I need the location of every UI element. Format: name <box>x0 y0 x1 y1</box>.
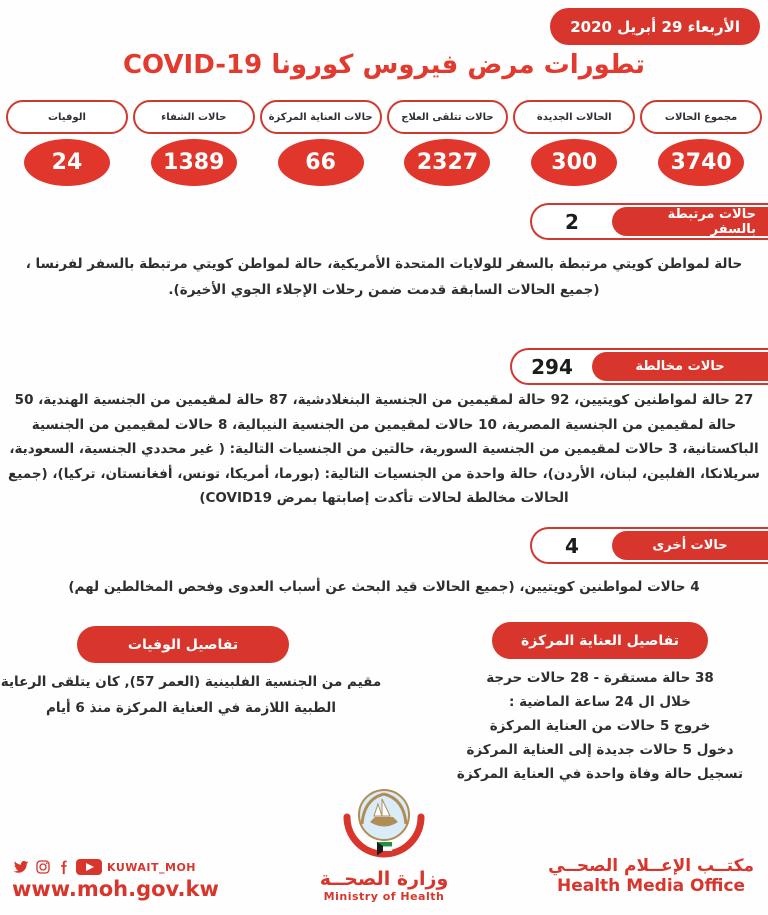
ministry-name-english: Ministry of Health <box>323 890 445 903</box>
icu-line: خروج 5 حالات من العناية المركزة <box>489 718 711 735</box>
ministry-logo <box>274 786 494 903</box>
stat-label: حالات الشفاء <box>133 100 255 134</box>
stat-deaths <box>6 100 128 186</box>
instagram-icon[interactable] <box>35 859 51 875</box>
stats-row <box>6 100 762 186</box>
office-name-arabic: مكتــب الإعــلام الصحــي <box>548 856 754 876</box>
section-count: 294 <box>531 354 573 379</box>
section-count: 4 <box>565 533 579 558</box>
social-row <box>12 858 219 876</box>
stat-recovered <box>133 100 255 186</box>
section-label: حالات مخالطة <box>592 352 768 381</box>
stat-label: مجموع الحالات <box>640 100 762 134</box>
stat-icu-cases <box>260 100 382 186</box>
stat-value: 1389 <box>151 139 237 186</box>
section-label: حالات أخرى <box>612 531 768 560</box>
kuwait-flag-icon <box>377 842 392 856</box>
stat-new-cases <box>513 100 635 186</box>
section-header-travel-cases <box>530 203 768 240</box>
stat-label: حالات تتلقى العلاج <box>387 100 509 134</box>
icu-line: دخول 5 حالات جديدة إلى العناية المركزة <box>466 742 734 759</box>
health-media-office-block <box>548 856 754 896</box>
icu-detail-title: تفاصيل العناية المركزة <box>492 622 708 659</box>
section-count: 2 <box>565 209 579 234</box>
office-name-english: Health Media Office <box>557 876 746 896</box>
section-header-contact-cases <box>510 348 768 385</box>
stat-label: الحالات الجديدة <box>513 100 635 134</box>
stat-receiving-treatment <box>387 100 509 186</box>
youtube-icon[interactable] <box>76 858 102 876</box>
stat-value: 24 <box>24 139 110 186</box>
website-link[interactable]: www.moh.gov.kw <box>12 877 219 901</box>
stat-value: 66 <box>278 139 364 186</box>
twitter-icon[interactable] <box>12 858 30 876</box>
date-badge: الأربعاء 29 أبريل 2020 <box>550 8 760 45</box>
stat-label: حالات العناية المركزة <box>260 100 382 134</box>
footer-social-block <box>12 858 219 901</box>
travel-cases-text: حالة لمواطن كويتي مرتبطة بالسفر للولايات المتحدة الأمريكية، حالة لمواطن كويتي مرتبطة بالسفر لفرنسا ، (جميع الحالات السابقة قدمت ضمن رحلات الإجلاء الجوي الأخيرة). <box>25 256 743 298</box>
deaths-detail-title: تفاصيل الوفيات <box>77 626 289 663</box>
other-cases-text: 4 حالات لمواطنين كويتيين، (جميع الحالات قيد البحث عن أسباب العدوى وفحص المخالطين لهم) <box>68 579 700 595</box>
section-header-other-cases <box>530 527 768 564</box>
deaths-detail-text: مقيم من الجنسية الفلبينية (العمر 57), كان يتلقى الرعاية الطبية اللازمة في العناية المركزة منذ 6 أيام <box>0 674 382 716</box>
icu-line: 38 حالة مستقرة - 28 حالات حرجة <box>486 670 714 686</box>
contact-cases-text: 27 حالة لمواطنين كويتيين، 92 حالة لمقيمين من الجنسية البنغلادشية، 87 حالة لمقيمين من الجنسية الهندية، 50 حالة لمقيمين من الجنسية المصرية، 10 حالات لمقيمين من الجنسية النيبالية، 8 حالات لمقيمين من الجنسية الباكستانية، 3 حالات لمقيمين من الجنسية السورية، حالتين من الجنسيات التالية: ( غير محددي الجنسية، السعودية، سريلانكا، الفلبين، لبنان، الأردن)، حالة واحدة من الجنسيات التالية: (بورما، أمريكا، تونس، أفغانستان، تركيا)، (جميع الحالات مخالطة لحالات تأكدت إصابتها بمرض COVID19) <box>8 392 760 507</box>
stat-value: 2327 <box>404 139 490 186</box>
icu-line: خلال ال 24 ساعة الماضية : <box>508 694 692 711</box>
section-label: حالات مرتبطة بالسفر <box>612 207 768 236</box>
social-handle: KUWAIT_MOH <box>107 860 197 874</box>
stat-value: 3740 <box>658 139 744 186</box>
facebook-icon[interactable] <box>56 860 71 875</box>
stat-total-cases <box>640 100 762 186</box>
page-title: تطورات مرض فيروس كورونا COVID-19 <box>122 50 646 80</box>
ministry-name-arabic: وزارة الصحــة <box>319 868 449 890</box>
stat-label: الوفيات <box>6 100 128 134</box>
icu-line: تسجيل حالة وفاة واحدة في العناية المركزة <box>456 766 744 783</box>
icu-detail-text <box>415 666 768 786</box>
moh-emblem-icon <box>332 786 436 862</box>
stat-value: 300 <box>531 139 617 186</box>
